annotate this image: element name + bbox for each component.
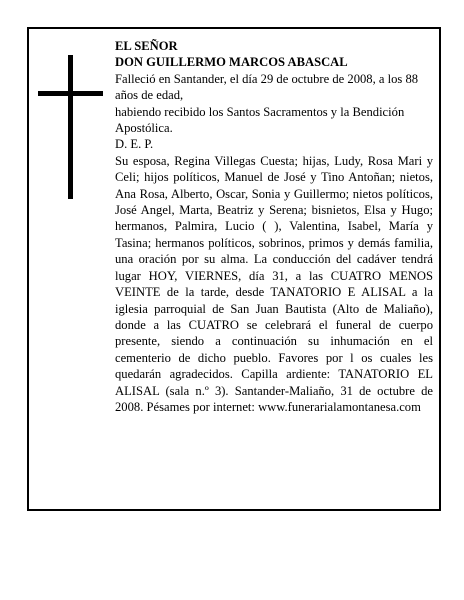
dep-line: D. E. P.: [115, 137, 154, 152]
deceased-name: DON GUILLERMO MARCOS ABASCAL: [115, 55, 348, 70]
obituary-text: [115, 38, 433, 415]
family-members: Su esposa, Regina Villegas Cuesta; hijas, Ludy, Rosa Mari y Celi; hijos políticos, Manuel de José y Tino Antoñan; nietos, Ana Rosa, Alberto, Oscar, Sonia y Guillermo; nietos políticos, José Angel, Marta, Beatriz y Serena; bisnietos, Elsa y Hugo; hermanos, Palmira, Lucio ( ), Valentina, Isabel, María y Tasina; hermanos políticos, sobrinos, primos y demás familia,: [115, 153, 433, 250]
death-statement: Falleció en Santander, el día 29 de octubre de 2008, a los 88 años de edad,: [115, 71, 419, 103]
place-and-date: Santander-Maliaño, 31 de octubre de 2008.: [115, 383, 433, 414]
cross-vertical-bar: [68, 55, 73, 199]
heading-title: EL SEÑOR: [115, 39, 178, 53]
funeral-arrangements: La conducción del cadáver tendrá lugar HOY, VIERNES, día 31, a las CUATRO MENOS VEINTE de la tarde, desde TANATORIO E ALISAL a la iglesia parroquial de San Juan Bautista (Alto de Maliaño), donde a las CUATRO se celebrará el funeral de cuerpo presente, siendo a continuación su inhumación en el cementerio de dicho pueblo. Favores por l os cuales les quedarán agradecidos. Capilla ardiente: TANATORIO EL ALISAL (sala n.º 3).: [115, 252, 433, 398]
obituary-notice: [27, 27, 441, 511]
family-list: [115, 153, 433, 416]
cross-horizontal-bar: [38, 91, 103, 96]
condolences-line: Pésames por internet: www.funerarialamontanesa.com: [146, 399, 421, 414]
sacraments-statement: habiendo recibido los Santos Sacramentos y la Bendición Apostólica.: [115, 104, 405, 136]
prayer-request: una oración por su alma.: [115, 252, 249, 267]
